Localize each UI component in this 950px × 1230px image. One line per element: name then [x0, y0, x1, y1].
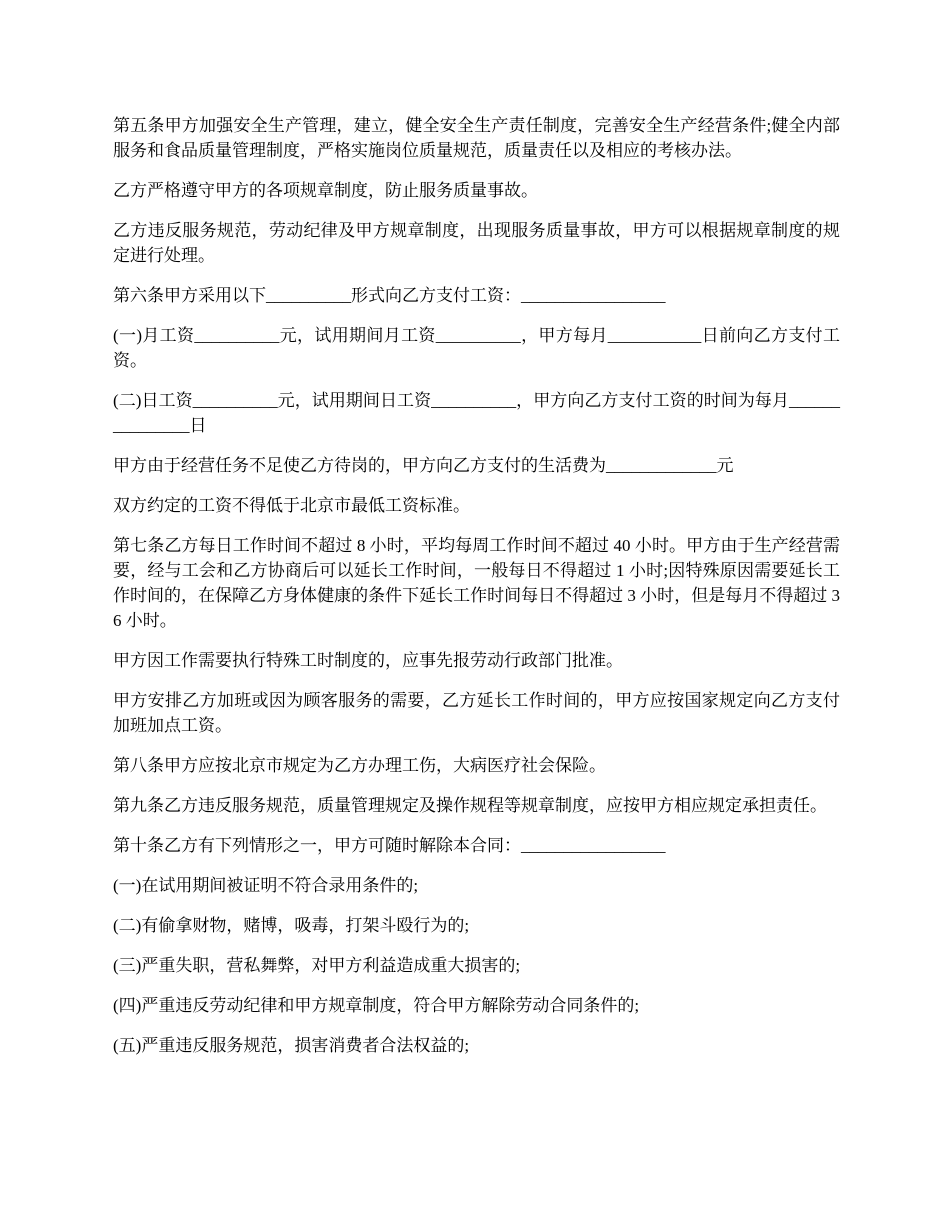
clause-5-safety-management: 第五条甲方加强安全生产管理，建立，健全安全生产责任制度，完善安全生产经营条件;健全内部服务和食品质量管理制度，严格实施岗位质量规范，质量责任以及相应的考核办法。 [113, 116, 840, 160]
daily-wage-item: (二)日工资__________元，试用期间日工资__________，甲方向乙方支付工资的时间为每月_______________日 [113, 391, 840, 435]
party-b-violation-handling: 乙方违反服务规范，劳动纪律及甲方规章制度，出现服务质量事故，甲方可以根据规章制度的规定进行处理。 [113, 221, 840, 265]
clause-9-liability: 第九条乙方违反服务规范，质量管理规定及操作规程等规章制度，应按甲方相应规定承担责任。 [113, 796, 827, 815]
document-page [113, 113, 840, 1073]
special-hours-approval: 甲方因工作需要执行特殊工时制度的，应事先报劳动行政部门批准。 [113, 651, 623, 670]
termination-item-5: (五)严重违反服务规范，损害消费者合法权益的; [113, 1036, 470, 1055]
minimum-wage-statement: 双方约定的工资不得低于北京市最低工资标准。 [113, 496, 470, 515]
monthly-wage-item: (一)月工资__________元，试用期间月工资__________，甲方每月___________日前向乙方支付工资。 [113, 326, 840, 370]
overtime-pay: 甲方安排乙方加班或因为顾客服务的需要，乙方延长工作时间的，甲方应按国家规定向乙方支付加班加点工资。 [113, 691, 840, 735]
clause-8-insurance: 第八条甲方应按北京市规定为乙方办理工伤，大病医疗社会保险。 [113, 756, 606, 775]
standby-living-allowance: 甲方由于经营任务不足使乙方待岗的，甲方向乙方支付的生活费为_____________元 [113, 456, 734, 475]
termination-item-1: (一)在试用期间被证明不符合录用条件的; [113, 876, 419, 895]
termination-item-3: (三)严重失职，营私舞弊，对甲方利益造成重大损害的; [113, 956, 521, 975]
termination-item-4: (四)严重违反劳动纪律和甲方规章制度，符合甲方解除劳动合同条件的; [113, 996, 640, 1015]
clause-6-wage-form: 第六条甲方采用以下__________形式向乙方支付工资：_________________ [113, 286, 666, 305]
party-b-compliance: 乙方严格遵守甲方的各项规章制度，防止服务质量事故。 [113, 181, 538, 200]
clause-7-working-hours: 第七条乙方每日工作时间不超过 8 小时，平均每周工作时间不超过 40 小时。甲方由于生产经营需要，经与工会和乙方协商后可以延长工作时间，一般每日不得超过 1 小时;因特殊原因需要延长工作时间的，在保障乙方身体健康的条件下延长工作时间每日不得超过 3 小时，但是每月不得超过 36 小时。 [113, 536, 840, 630]
clause-10-termination: 第十条乙方有下列情形之一，甲方可随时解除本合同：_________________ [113, 836, 666, 855]
termination-item-2: (二)有偷拿财物，赌博，吸毒，打架斗殴行为的; [113, 916, 470, 935]
